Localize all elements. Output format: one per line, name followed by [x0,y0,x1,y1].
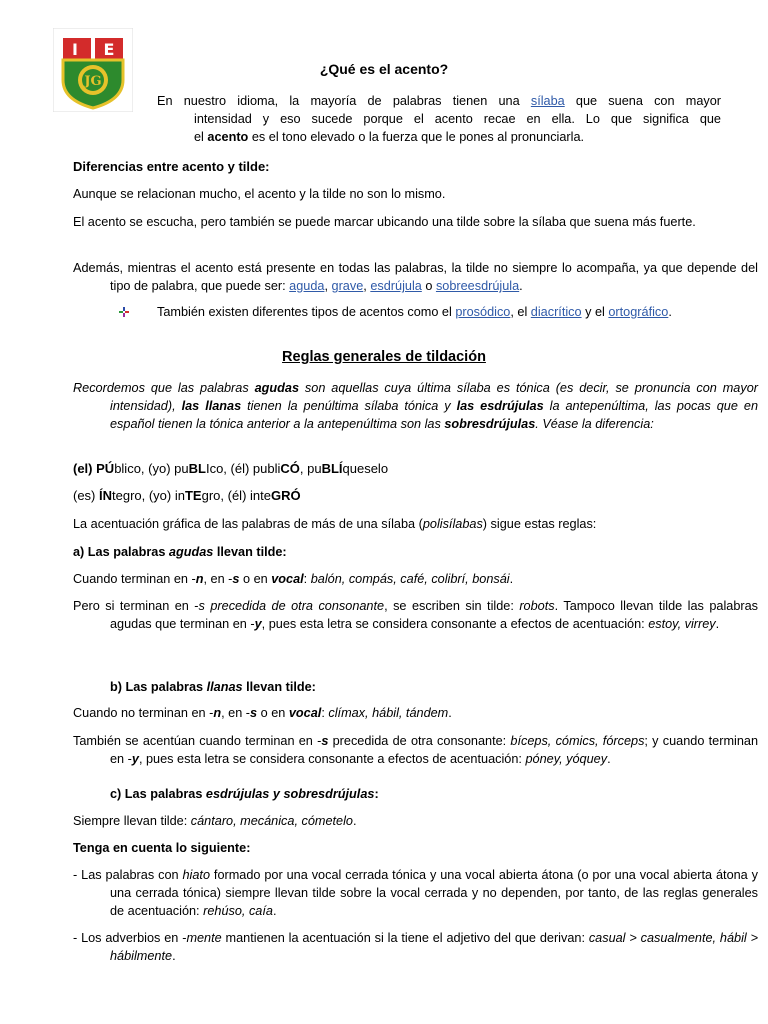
rule-bold-italic: y [254,617,262,631]
example-stress: GRÓ [270,488,301,503]
rule-text: ; y cuando terminan en - [110,734,758,766]
rule-text: Pero si terminan en - [73,599,199,613]
link-sobreesdrujula[interactable]: sobreesdrújula [435,279,520,293]
intro-text: En nuestro idioma, la mayoría de palabras tienen una [157,94,531,108]
note-text: - Las palabras con [73,868,183,882]
logo-letter-i: I [72,40,78,59]
diff-heading: Diferencias entre acento y tilde: [73,159,270,174]
example-publico [73,460,388,478]
rule-text: También se acentúan cuando terminan en - [73,734,322,748]
intro-text: el [194,130,208,144]
link-diacritico[interactable]: diacrítico [530,305,582,319]
rule-text: , pues esta letra se considera consonante a efectos de acentuación: [138,752,526,766]
diff-p1: Aunque se relacionan mucho, el acento y la tilde no son lo mismo. [73,187,446,201]
note-1 [73,866,758,920]
note-text: - Los adverbios en - [73,931,187,945]
rule-italic: s precedida de otra consonante [198,599,385,613]
link-grave[interactable]: grave [331,279,364,293]
rule-text: . [607,752,611,766]
arrow-bullet-icon [119,307,129,317]
rule-c-text: c) Las palabras [110,787,206,801]
rules-intro-bold: las llanas [181,399,242,413]
rule-b-2 [73,732,758,768]
example-integro [73,487,301,505]
rule-example: balón, compás, café, colibrí, bonsái [310,572,510,586]
rule-text: . [715,617,720,631]
rule-text: o en [239,572,272,586]
rule-text: . [352,814,357,828]
bullet-text: También existen diferentes tipos de acentos como el [157,305,456,319]
note-example: rehúso, caía [203,904,273,918]
logo-letter-e: E [103,40,115,59]
rule-c-1 [73,812,721,830]
rule-example: robots [519,599,555,613]
rule-text: , en - [221,706,251,720]
rules-intro-bold: las esdrújulas [456,399,544,413]
rules-intro-text: son aquellas cuya última sílaba es tónica (es decir, se pronuncia con mayor intensidad), [110,381,758,413]
rules-intro [73,379,758,433]
rule-b-heading [110,678,316,696]
rule-text: . Tampoco llevan tilde las palabras agudas que terminan en - [110,599,759,631]
rules-intro-text: . Véase la diferencia: [535,417,654,431]
rules-heading: Reglas generales de tildación [282,349,486,365]
link-prosodico[interactable]: prosódico [455,305,511,319]
rules-intro-text: tienen la penúltima sílaba tónica y [241,399,457,413]
rule-b-text: llevan tilde: [242,680,316,694]
page-title: ¿Qué es el acento? [319,61,449,77]
diff-p3-text: Además, mientras el acento está presente en todas las palabras, la tilde no siempre lo acompaña, ya que depende del tipo de palabra, que puede ser: [73,261,758,293]
acentuacion-intro [73,515,721,533]
note-italic: mente [186,931,222,945]
rule-c-heading [110,785,379,803]
example-text: tegro, (yo) in [112,488,185,503]
rule-text: . [509,572,514,586]
rule-text: . [448,706,452,720]
rule-bold-italic: s [232,572,240,586]
rule-bold-italic: s [250,706,258,720]
rule-text: precedida de otra consonante: [328,734,511,748]
rule-text: : [321,706,329,720]
intro-line-2: intensidad y eso sucede porque el acento recae en ella. Lo que significa que [194,112,721,126]
example-text: queselo [342,461,389,476]
rule-a-text: a) Las palabras [73,545,169,559]
intro-text: que suena con mayor [564,94,722,108]
rule-a-text: llevan tilde: [213,545,287,559]
diff-bullet: También existen diferentes tipos de acentos como el prosódico, el diacrítico y el ortográfico. [157,305,672,319]
rule-b-text: b) Las palabras [110,680,207,694]
rule-bold-italic: s [321,734,329,748]
note-text: . [172,949,176,963]
diff-p2: El acento se escucha, pero también se puede marcar ubicando una tilde sobre la sílaba que suena más fuerte. [73,215,696,229]
rule-example: bíceps, cómics, fórceps [510,734,645,748]
bullet-text: y el [581,305,609,319]
rule-text: Cuando no terminan en - [73,706,214,720]
rule-c-italic: esdrújulas y sobresdrújulas [205,787,375,801]
rule-c-text: : [374,787,379,801]
example-text: (es) [73,488,99,503]
rule-text: , en - [203,572,233,586]
rule-a-1 [73,570,721,588]
rule-text: o en [257,706,289,720]
acent-text: ) sigue estas reglas: [482,517,597,531]
note-italic: hiato [182,868,210,882]
intro-paragraph [157,92,721,146]
rule-b-1 [73,704,721,722]
rules-intro-text: Recordemos que las palabras [73,381,255,395]
rule-example: estoy, virrey [648,617,716,631]
rules-intro-bold: sobresdrújulas [444,417,536,431]
diff-p3: Además, mientras el acento está presente en todas las palabras, la tilde no siempre lo acompaña, ya que depende del tipo de palabra, que puede ser: aguda, grave, esdrújula o sobreesdrújula. [73,261,758,293]
example-text: blico, (yo) pu [114,461,189,476]
link-ortografico[interactable]: ortográfico [608,305,669,319]
rule-bold-italic: vocal [288,706,322,720]
rule-a-2 [73,597,758,633]
rule-bold-italic: n [213,706,222,720]
acent-text: La acentuación gráfica de las palabras de más de una sílaba ( [73,517,423,531]
diff-p3-text: o [421,279,436,293]
link-aguda[interactable]: aguda [289,279,325,293]
rule-a-heading [73,543,287,561]
rule-bold-italic: n [195,572,204,586]
rule-bold-italic: y [131,752,139,766]
example-text: , pu [299,461,322,476]
intro-bold-acento: acento [207,130,249,144]
note-example: casual > casualmente, hábil > hábilmente [110,931,758,963]
rules-intro-text: la antepenúltima, las pocas que en español tienen la tónica anterior a la antepenúltima son las [110,399,759,431]
example-text: (el) P [73,461,105,476]
link-silaba[interactable]: sílaba [530,94,565,108]
acent-italic: polisílabas [422,517,483,531]
rule-example: clímax, hábil, tándem [328,706,449,720]
rule-text: Cuando terminan en - [73,572,196,586]
rule-text: : [303,572,311,586]
rule-bold-italic: vocal [271,572,304,586]
rule-text: , pues esta letra se considera consonante a efectos de acentuación: [261,617,649,631]
note-text: mantienen la acentuación si la tiene el adjetivo del que derivan: [221,931,589,945]
link-esdrujula[interactable]: esdrújula [370,279,422,293]
rule-text: Siempre llevan tilde: [73,814,191,828]
note-text: . [272,904,277,918]
example-text: Ico, (él) publi [205,461,281,476]
rule-text: , se escriben sin tilde: [384,599,520,613]
example-stress: BL [188,461,206,476]
example-text: gro, (él) inte [201,488,271,503]
note-text: formado por una vocal cerrada tónica y una vocal abierta átona (o por una vocal abierta átona y una cerrada tónica) siempre llevan tilde sobre la vocal cerrada y no dependen, por tanto, de las reglas generales de acentuación: [110,868,759,918]
bullet-text: , el [510,305,531,319]
example-stress: ÍN [99,488,112,503]
rule-example: cántaro, mecánica, cómetelo [190,814,353,828]
example-stress: CÓ [280,461,300,476]
note-heading: Tenga en cuenta lo siguiente: [73,841,251,855]
example-stress: TE [184,488,202,503]
rule-a-italic: agudas [168,545,214,559]
rule-b-italic: llanas [206,680,243,694]
intro-text: es el tono elevado o la fuerza que le pones al pronunciarla. [248,130,585,144]
logo-monogram: JG [84,74,102,89]
rules-intro-bold: agudas [254,381,300,395]
example-stress: Ú [104,461,115,476]
example-stress: BLÍ [321,461,343,476]
note-2 [73,929,758,965]
rule-example: póney, yóquey [525,752,608,766]
